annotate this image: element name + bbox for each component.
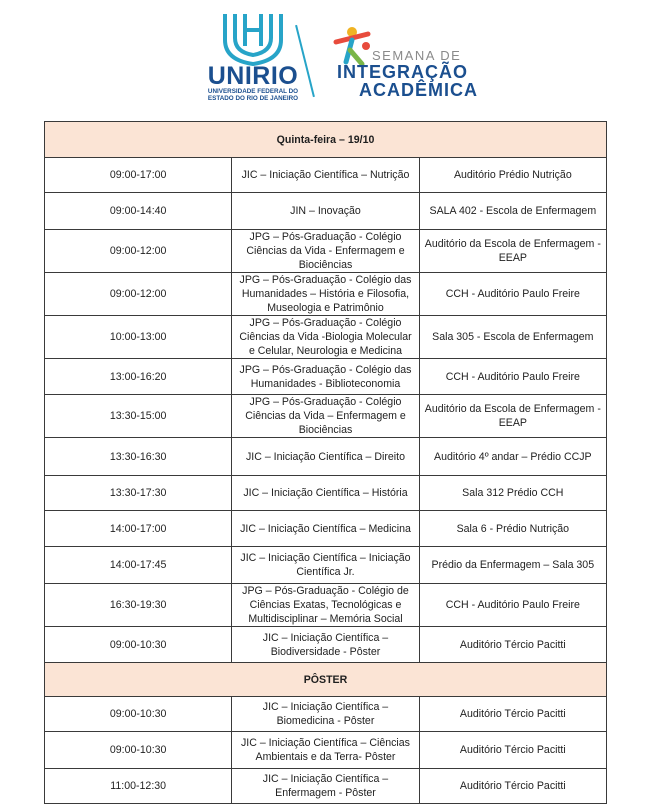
place-cell: CCH - Auditório Paulo Freire: [419, 359, 606, 395]
time-cell: 16:30-19:30: [45, 584, 232, 627]
schedule-row: [45, 273, 607, 316]
activity-cell: JPG – Pós-Graduação - Colégio Ciências da Vida - Enfermagem e Biociências: [232, 230, 419, 273]
schedule-row: [45, 193, 607, 230]
time-cell: 09:00-14:40: [45, 193, 232, 230]
activity-cell: JIC – Iniciação Científica – História: [232, 476, 419, 511]
time-cell: 13:30-16:30: [45, 438, 232, 476]
schedule-table-container: [44, 121, 607, 804]
place-cell: Sala 6 - Prédio Nutrição: [419, 511, 606, 547]
schedule-row: [45, 627, 607, 663]
schedule-table: [44, 121, 607, 804]
schedule-row: [45, 476, 607, 511]
place-cell: Sala 305 - Escola de Enfermagem: [419, 316, 606, 359]
event-title-line2: INTEGRAÇÃO: [337, 62, 468, 82]
schedule-row: [45, 316, 607, 359]
activity-cell: JPG – Pós-Graduação - Colégio de Ciências Exatas, Tecnológicas e Multidisciplinar – Memória Social: [232, 584, 419, 627]
activity-cell: JIC – Iniciação Científica – Enfermagem - Pôster: [232, 769, 419, 804]
place-cell: CCH - Auditório Paulo Freire: [419, 273, 606, 316]
place-cell: Auditório 4º andar – Prédio CCJP: [419, 438, 606, 476]
schedule-row: [45, 438, 607, 476]
schedule-row: [45, 511, 607, 547]
unirio-subtitle: UNIVERSIDADE FEDERAL DO ESTADO DO RIO DE JANEIRO: [207, 88, 299, 102]
place-cell: Auditório da Escola de Enfermagem - EEAP: [419, 230, 606, 273]
schedule-row: [45, 359, 607, 395]
activity-cell: JPG – Pós-Graduação - Colégio das Humanidades - Biblioteconomia: [232, 359, 419, 395]
activity-cell: JPG – Pós-Graduação - Colégio das Humanidades – História e Filosofia, Museologia e Patrimônio: [232, 273, 419, 316]
activity-cell: JIC – Iniciação Científica – Biodiversidade - Pôster: [232, 627, 419, 663]
place-cell: Prédio da Enfermagem – Sala 305: [419, 547, 606, 584]
day-header-row: [45, 122, 607, 158]
event-title-line3: ACADÊMICA: [359, 80, 478, 100]
place-cell: SALA 402 - Escola de Enfermagem: [419, 193, 606, 230]
place-cell: Auditório Tércio Pacitti: [419, 627, 606, 663]
time-cell: 13:30-15:00: [45, 395, 232, 438]
activity-cell: JIC – Iniciação Científica – Medicina: [232, 511, 419, 547]
time-cell: 09:00-12:00: [45, 273, 232, 316]
time-cell: 13:30-17:30: [45, 476, 232, 511]
time-cell: 09:00-17:00: [45, 158, 232, 193]
schedule-row: [45, 395, 607, 438]
unirio-wordmark: UNIRIO: [207, 62, 299, 90]
activity-cell: JIC – Iniciação Científica – Nutrição: [232, 158, 419, 193]
place-cell: Auditório Tércio Pacitti: [419, 697, 606, 732]
time-cell: 13:00-16:20: [45, 359, 232, 395]
time-cell: 11:00-12:30: [45, 769, 232, 804]
schedule-row: [45, 584, 607, 627]
time-cell: 14:00-17:00: [45, 511, 232, 547]
time-cell: 09:00-12:00: [45, 230, 232, 273]
schedule-row: [45, 697, 607, 732]
activity-cell: JIC – Iniciação Científica – Direito: [232, 438, 419, 476]
section-title: PÔSTER: [45, 663, 607, 697]
time-cell: 14:00-17:45: [45, 547, 232, 584]
time-cell: 09:00-10:30: [45, 697, 232, 732]
day-title: Quinta-feira – 19/10: [45, 122, 607, 158]
place-cell: Auditório Tércio Pacitti: [419, 732, 606, 769]
time-cell: 09:00-10:30: [45, 627, 232, 663]
schedule-row: [45, 732, 607, 769]
place-cell: Auditório Prédio Nutrição: [419, 158, 606, 193]
schedule-row: [45, 230, 607, 273]
event-title-line1: SEMANA DE: [372, 48, 462, 63]
time-cell: 09:00-10:30: [45, 732, 232, 769]
page-header: [0, 0, 651, 112]
activity-cell: JIN – Inovação: [232, 193, 419, 230]
place-cell: CCH - Auditório Paulo Freire: [419, 584, 606, 627]
time-cell: 10:00-13:00: [45, 316, 232, 359]
activity-cell: JPG – Pós-Graduação - Colégio Ciências da Vida -Biologia Molecular e Celular, Neurologia e Medicina: [232, 316, 419, 359]
section-header-row: [45, 663, 607, 697]
activity-cell: JIC – Iniciação Científica – Biomedicina - Pôster: [232, 697, 419, 732]
activity-cell: JIC – Iniciação Científica – Ciências Ambientais e da Terra- Pôster: [232, 732, 419, 769]
activity-cell: JPG – Pós-Graduação - Colégio Ciências da Vida – Enfermagem e Biociências: [232, 395, 419, 438]
activity-cell: JIC – Iniciação Científica – Iniciação Científica Jr.: [232, 547, 419, 584]
place-cell: Sala 312 Prédio CCH: [419, 476, 606, 511]
schedule-row: [45, 158, 607, 193]
schedule-row: [45, 769, 607, 804]
place-cell: Auditório Tércio Pacitti: [419, 769, 606, 804]
schedule-row: [45, 547, 607, 584]
place-cell: Auditório da Escola de Enfermagem - EEAP: [419, 395, 606, 438]
